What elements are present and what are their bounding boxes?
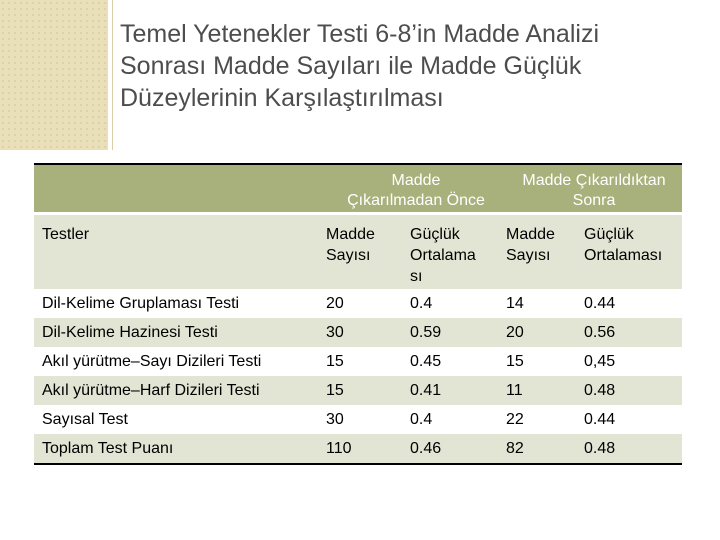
item-count-after-cell: 15 — [506, 353, 524, 370]
column-header-row — [34, 213, 682, 289]
difficulty-before-cell: 0.46 — [410, 440, 442, 457]
item-count-after-cell: 14 — [506, 295, 524, 312]
item-count-before-cell: 30 — [326, 411, 344, 428]
column-header-tests: Testler — [42, 225, 90, 243]
item-count-before-cell: 15 — [326, 353, 344, 370]
difficulty-after-cell: 0.44 — [584, 411, 616, 428]
difficulty-before-cell: 0.59 — [410, 324, 442, 341]
table-row-total — [34, 434, 682, 464]
test-name-cell: Dil-Kelime Gruplaması Testi — [42, 295, 240, 312]
item-count-before-cell: 15 — [326, 382, 344, 399]
item-count-before-cell: 20 — [326, 295, 344, 312]
item-count-before-cell: 30 — [326, 324, 344, 341]
slide-title: Temel Yetenekler Testi 6-8’in Madde Analizi Sonrası Madde Sayıları ile Madde Güçlük Düzeylerinin Karşılaştırılması — [120, 20, 599, 112]
column-header-difficulty-after: Güçlük Ortalaması — [584, 225, 663, 264]
difficulty-before-cell: 0.41 — [410, 382, 442, 399]
column-header-item-count-before: Madde Sayısı — [326, 225, 375, 264]
difficulty-after-cell: 0.44 — [584, 295, 616, 312]
difficulty-after-cell: 0,45 — [584, 353, 616, 370]
group-header-empty — [34, 164, 326, 213]
test-name-cell: Akıl yürütme–Harf Dizileri Testi — [42, 382, 260, 399]
decorative-side-strip — [0, 0, 108, 150]
comparison-table — [34, 163, 682, 465]
group-header-before: Madde Çıkarılmadan Önce — [347, 172, 485, 209]
decorative-divider-line — [112, 0, 113, 150]
column-header-item-count-after: Madde Sayısı — [506, 225, 555, 264]
item-count-after-cell: 11 — [506, 382, 523, 399]
difficulty-after-cell: 0.48 — [584, 440, 616, 457]
group-header-after: Madde Çıkarıldıktan Sonra — [522, 172, 666, 209]
item-count-after-cell: 22 — [506, 411, 524, 428]
item-count-after-cell: 20 — [506, 324, 524, 341]
table-row — [34, 405, 682, 434]
table-row — [34, 318, 682, 347]
difficulty-before-cell: 0.45 — [410, 353, 442, 370]
group-header-row — [34, 164, 682, 213]
test-name-cell: Akıl yürütme–Sayı Dizileri Testi — [42, 353, 262, 370]
difficulty-after-cell: 0.56 — [584, 324, 616, 341]
item-count-after-cell: 82 — [506, 440, 524, 457]
test-name-cell: Toplam Test Puanı — [42, 440, 174, 457]
difficulty-after-cell: 0.48 — [584, 382, 616, 399]
item-count-before-cell: 110 — [326, 440, 352, 457]
table-row — [34, 376, 682, 405]
test-name-cell: Sayısal Test — [42, 411, 128, 428]
test-name-cell: Dil-Kelime Hazinesi Testi — [42, 324, 218, 341]
column-header-difficulty-before: Güçlük Ortalama sı — [410, 225, 476, 285]
table-row — [34, 347, 682, 376]
difficulty-before-cell: 0.4 — [410, 411, 433, 428]
difficulty-before-cell: 0.4 — [410, 295, 433, 312]
table-row — [34, 289, 682, 318]
